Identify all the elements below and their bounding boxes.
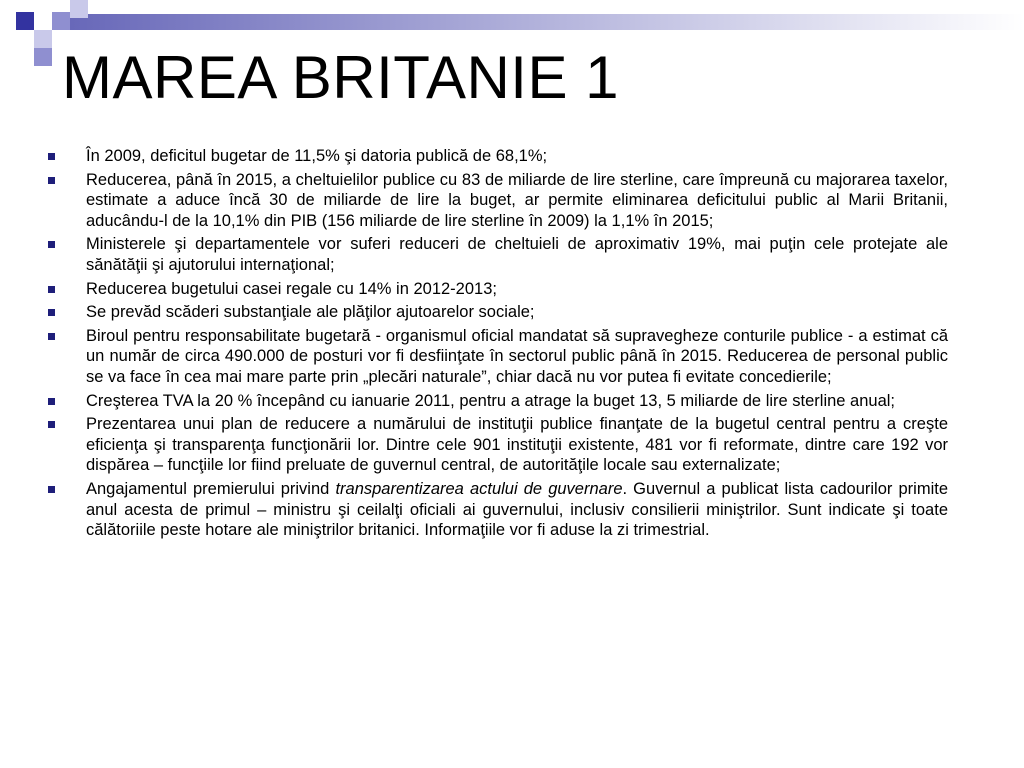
deco-square-5 (70, 0, 88, 18)
bullet-square-icon (48, 309, 55, 316)
bullet-text: Ministerele şi departamentele vor suferi reduceri de cheltuieli de aproximativ 19%, mai puţin cele protejate ale sănătăţii şi ajutorului internaţional; (86, 235, 948, 274)
list-item (48, 302, 948, 323)
list-item (48, 326, 948, 388)
bullet-text-before: Angajamentul premierului privind (86, 479, 336, 498)
bullet-text: Reducerea bugetului casei regale cu 14% in 2012-2013; (86, 279, 497, 298)
bullet-text: Biroul pentru responsabilitate bugetară - organismul oficial mandatat să supravegheze conturile publice - a estimat că un număr de circa 490.000 de posturi vor fi desfiinţate în sectorul public până în 2015. Reducerea de personal public se va face în cea mai mare parte prin „plecări naturale”, chiar dacă nu vor putea fi evitate concedierile; (86, 326, 948, 386)
list-item (48, 170, 948, 232)
bullet-square-icon (48, 486, 55, 493)
bullet-text-italic: transparentizarea actului de guvernare (335, 479, 623, 498)
list-item (48, 234, 948, 275)
bullet-square-icon (48, 398, 55, 405)
bullet-square-icon (48, 153, 55, 160)
list-item (48, 391, 948, 412)
list-item (48, 279, 948, 300)
bullet-square-icon (48, 421, 55, 428)
bullet-square-icon (48, 241, 55, 248)
list-item (48, 479, 948, 541)
deco-square-4 (34, 48, 52, 66)
deco-square-3 (52, 12, 70, 30)
bullet-text: Prezentarea unui plan de reducere a numărului de instituţii publice finanţate de la bugetul central pentru a creşte eficienţa şi transparenţa funcţionării lor. Dintre cele 901 instituţii existente, 481 vor fi reformate, dintre care 192 vor dispărea – funcţiile lor fiind preluate de guvernul central, de autorităţile locale sau externalizate; (86, 415, 948, 475)
bullet-text: Reducerea, până în 2015, a cheltuielilor publice cu 83 de miliarde de lire sterline, care împreună cu majorarea taxelor, estimate a aduce încă 30 de miliarde de lire la buget, ar permite eliminarea deficitului public al Marii Britanii, aducându-l de la 10,1% din PIB (156 miliarde de lire sterline în 2009) la 1,1% în 2015; (86, 170, 948, 230)
bullet-text-after: . Guvernul a publicat lista cadourilor primite anul acesta de primul – ministru şi ceilalţi oficiali ai guvernului, inclusiv consilierii miniştrilor. Sunt indicate şi toate călătoriile peste hotare ale miniştrilor britanici. Informaţiile vor fi aduse la zi trimestrial. (86, 479, 948, 540)
bullet-text: Creşterea TVA la 20 % începând cu ianuarie 2011, pentru a atrage la buget 13, 5 miliarde de lire sterline anual; (86, 391, 896, 410)
list-item (48, 414, 948, 476)
bullet-square-icon (48, 177, 55, 184)
bullet-square-icon (48, 286, 55, 293)
bullet-text: Se prevăd scăderi substanţiale ale plăţilor ajutoarelor sociale; (86, 303, 535, 322)
list-item (48, 146, 948, 167)
gradient-stripe (58, 14, 1024, 30)
bullet-text: În 2009, deficitul bugetar de 11,5% şi datoria publică de 68,1%; (86, 147, 548, 165)
bullet-square-icon (48, 333, 55, 340)
bullet-list (48, 146, 948, 544)
deco-square-1 (16, 12, 34, 30)
slide-title: MAREA BRITANIE 1 (62, 44, 620, 111)
deco-square-2 (34, 30, 52, 48)
